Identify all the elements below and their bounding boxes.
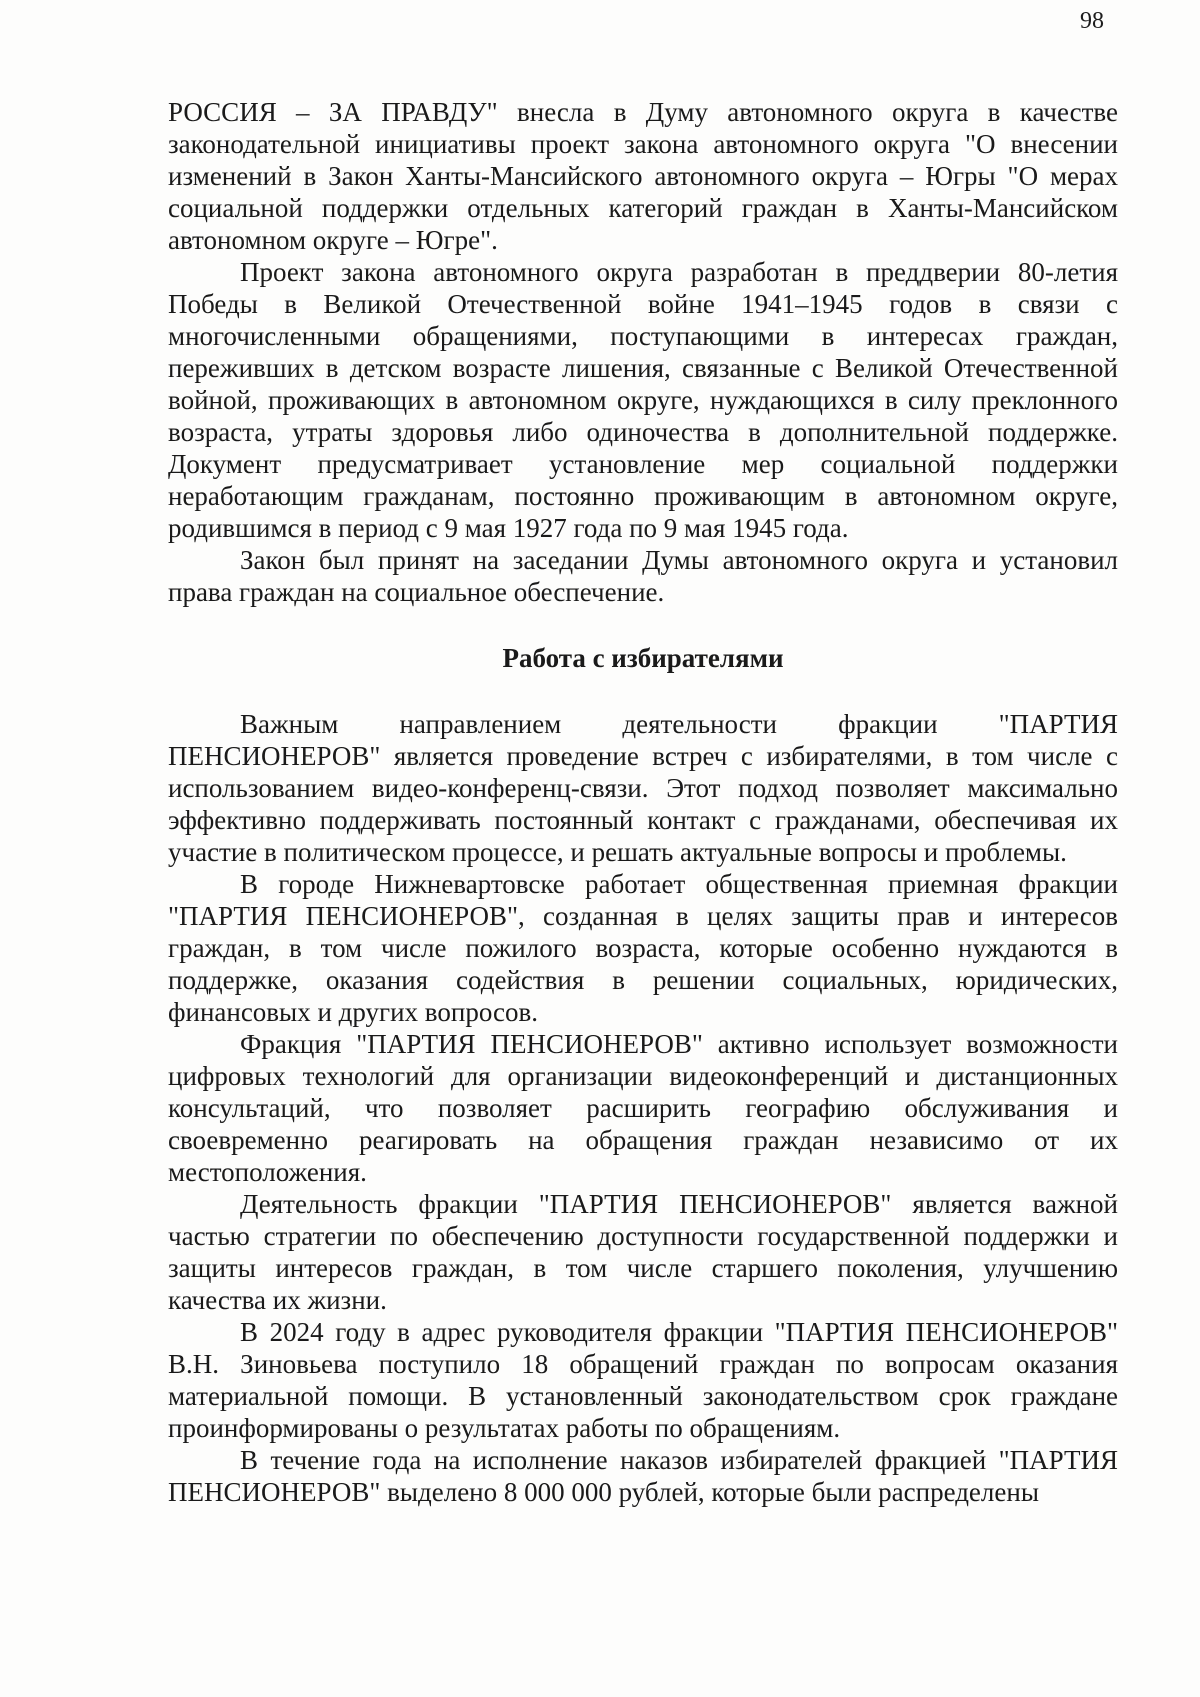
paragraph-digital-technologies: Фракция "ПАРТИЯ ПЕНСИОНЕРОВ" активно использует возможности цифровых технологий для организации видеоконференций и дистанционных консультаций, что позволяет расширить географию обслуживания и своевременно реагировать на обращения граждан независимо от их местоположения. [168,1029,1118,1187]
section-heading: Работа с избирателями [502,643,784,673]
paragraph-public-reception: В городе Нижневартовске работает общественная приемная фракции "ПАРТИЯ ПЕНСИОНЕРОВ", созданная в целях защиты прав и интересов граждан, в том числе пожилого возраста, которые особенно нуждаются в поддержке, оказания содействия в решении социальных, юридических, финансовых и других вопросов. [168,869,1118,1027]
paragraph-appeals-2024: В 2024 году в адрес руководителя фракции "ПАРТИЯ ПЕНСИОНЕРОВ" В.Н. Зиновьева поступило 18 обращений граждан по вопросам оказания материальной помощи. В установленный законодательством срок граждане проинформированы о результатах работы по обращениям. [168,1317,1118,1443]
page-number: 98 [1080,8,1104,34]
paragraph-law-adopted: Закон был принят на заседании Думы автономного округа и установил права граждан на социальное обеспечение. [168,545,1118,607]
paragraph-faction-activity: Деятельность фракции "ПАРТИЯ ПЕНСИОНЕРОВ" является важной частью стратегии по обеспечению доступности государственной поддержки и защиты интересов граждан, в том числе старшего поколения, улучшению качества их жизни. [168,1189,1118,1315]
paragraph-voter-meetings: Важным направлением деятельности фракции "ПАРТИЯ ПЕНСИОНЕРОВ" является проведение встреч с избирателями, в том числе с использованием видео-конференц-связи. Этот подход позволяет максимально эффективно поддерживать постоянный контакт с гражданами, обеспечивая их участие в политическом процессе, и решать актуальные вопросы и проблемы. [168,709,1118,867]
paragraph-continuation: РОССИЯ – ЗА ПРАВДУ" внесла в Думу автономного округа в качестве законодательной инициативы проект закона автономного округа "О внесении изменений в Закон Ханты-Мансийского автономного округа – Югры "О мерах социальной поддержки отдельных категорий граждан в Ханты-Мансийском автономном округе – Югре". [168,97,1118,255]
document-body [168,96,1118,1508]
paragraph-bill-description: Проект закона автономного округа разработан в преддверии 80-летия Победы в Великой Отечественной войне 1941–1945 годов в связи с многочисленными обращениями, поступающими в интересах граждан, переживших в детском возрасте лишения, связанные с Великой Отечественной войной, проживающих в автономном округе, нуждающихся в силу преклонного возраста, утраты здоровья либо одиночества в дополнительной поддержке. Документ предусматривает установление мер социальной поддержки неработающим гражданам, постоянно проживающим в автономном округе, родившимся в период с 9 мая 1927 года по 9 мая 1945 года. [168,257,1118,543]
paragraph-voter-mandates: В течение года на исполнение наказов избирателей фракцией "ПАРТИЯ ПЕНСИОНЕРОВ" выделено 8 000 000 рублей, которые были распределены [168,1445,1118,1507]
